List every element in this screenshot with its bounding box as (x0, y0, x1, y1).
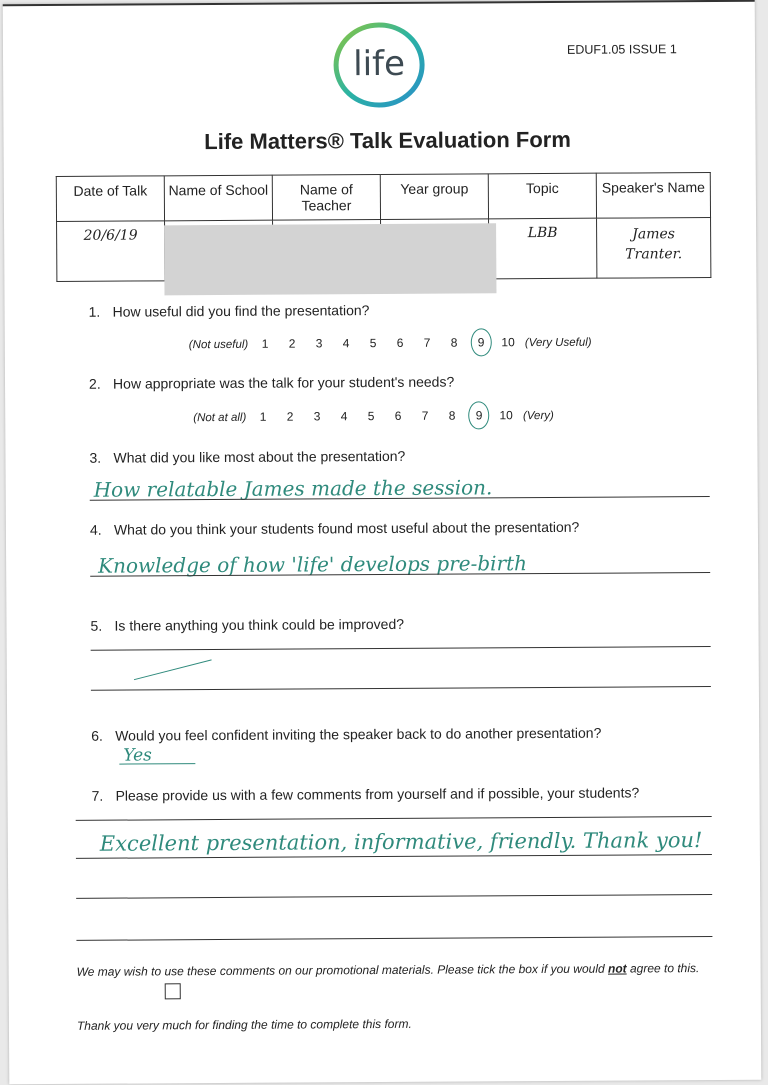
question-4-text: What do you think your students found most useful about the presentation? (113, 518, 580, 538)
scale-2-option[interactable]: 1 (259, 409, 267, 424)
question-3-number: 3. (89, 449, 102, 466)
question-5-number: 5. (90, 617, 103, 634)
col-name-of-school: Name of School (164, 175, 272, 221)
scale-2-option[interactable]: 7 (421, 408, 429, 423)
col-year-group: Year group (380, 174, 488, 220)
scale-1-option[interactable]: 4 (342, 336, 350, 351)
question-7 (91, 784, 639, 803)
consent-text: We may wish to use these comments on our promotional materials. Please tick the box if you would (76, 961, 609, 979)
question-7-number: 7. (91, 787, 104, 804)
answer-6-underline (119, 763, 195, 764)
speaker-name-value[interactable] (597, 217, 711, 278)
answer-7[interactable]: Excellent presentation, informative, friendly. Thank you! (99, 828, 703, 856)
question-2-text: How appropriate was the talk for your student's needs? (112, 373, 455, 392)
question-5-text: Is there anything you think could be improved? (114, 615, 405, 634)
col-date-of-talk: Date of Talk (56, 176, 164, 222)
question-1-number: 1. (88, 303, 101, 320)
consent-not-emphasis: not (607, 961, 627, 976)
speaker-first-name: James (632, 226, 676, 243)
evaluation-form-sheet (3, 0, 762, 1084)
scale-1-option[interactable]: 10 (501, 335, 515, 350)
form-code: EDUF1.05 ISSUE 1 (566, 42, 677, 57)
scale-2-option[interactable]: 3 (313, 409, 321, 424)
scale-2-option[interactable]: 6 (394, 408, 402, 423)
date-of-talk-value[interactable]: 20/6/19 (57, 221, 165, 282)
consent-checkbox[interactable] (165, 983, 181, 999)
redaction-block (164, 223, 496, 295)
scale-1-option-selected[interactable]: 9 (468, 335, 495, 349)
answer-7-line-4 (76, 936, 712, 941)
question-4-number: 4. (89, 521, 102, 538)
question-2 (89, 374, 454, 392)
question-3 (89, 448, 405, 466)
scale-1-option[interactable]: 8 (450, 335, 458, 350)
scale-2-option[interactable]: 2 (286, 409, 294, 424)
answer-7-line-3 (76, 894, 712, 899)
question-2-number: 2. (88, 375, 101, 392)
scale-2-low-label: (Not at all) (193, 411, 247, 425)
scale-2-option[interactable]: 5 (367, 409, 375, 424)
scale-2-option-selected[interactable]: 9 (466, 408, 493, 422)
col-topic: Topic (488, 173, 596, 219)
scale-1-option[interactable]: 7 (423, 335, 431, 350)
question-7-text: Please provide us with a few comments from yourself and if possible, your students? (115, 784, 640, 804)
consent-text-end: agree to this. (626, 961, 700, 976)
question-1 (89, 302, 370, 320)
col-name-of-teacher: Name of Teacher (272, 175, 380, 221)
question-4 (90, 519, 579, 538)
col-speakers-name: Speaker's Name (596, 172, 710, 218)
question-3-text: What did you like most about the presentation? (113, 447, 406, 466)
scale-2-option[interactable]: 4 (340, 409, 348, 424)
scale-2-option[interactable]: 10 (499, 408, 513, 423)
logo-text: life (353, 43, 406, 85)
answer-6[interactable]: Yes (123, 745, 152, 766)
answer-3[interactable]: How relatable James made the session. (93, 475, 493, 502)
table-header-row (56, 172, 710, 221)
question-1-text: How useful did you find the presentation? (112, 302, 370, 320)
scale-1-high-label: (Very Useful) (524, 336, 592, 350)
rating-scale-1 (189, 335, 592, 351)
consent-note (77, 958, 717, 982)
form-title: Life Matters® Talk Evaluation Form (204, 126, 571, 155)
life-logo (331, 20, 428, 111)
scale-1-low-label: (Not useful) (188, 338, 249, 352)
speaker-last-name: Tranter. (625, 246, 683, 263)
question-6-number: 6. (91, 727, 103, 744)
scale-2-option[interactable]: 8 (448, 408, 456, 423)
question-5 (90, 616, 404, 634)
question-6 (91, 725, 601, 744)
scale-1-option[interactable]: 5 (369, 336, 377, 351)
rating-scale-2 (193, 408, 554, 424)
scale-2-high-label: (Very) (522, 409, 554, 423)
answer-5-line-2 (91, 686, 711, 691)
scale-1-option[interactable]: 6 (396, 335, 404, 350)
scale-1-option[interactable]: 3 (315, 336, 323, 351)
question-6-text: Would you feel confident inviting the speaker back to do another presentation? (115, 724, 602, 744)
answer-7-line-1 (76, 816, 712, 821)
answer-5-dash-mark (134, 659, 212, 680)
scale-1-option[interactable]: 1 (261, 336, 269, 351)
scale-1-option[interactable]: 2 (288, 336, 296, 351)
answer-5-line-1 (91, 646, 711, 651)
topic-value[interactable]: LBB (489, 218, 597, 279)
answer-4[interactable]: Knowledge of how 'life' develops pre-birth (98, 551, 528, 578)
thank-you-note: Thank you very much for finding the time to complete this form. (76, 1016, 412, 1033)
